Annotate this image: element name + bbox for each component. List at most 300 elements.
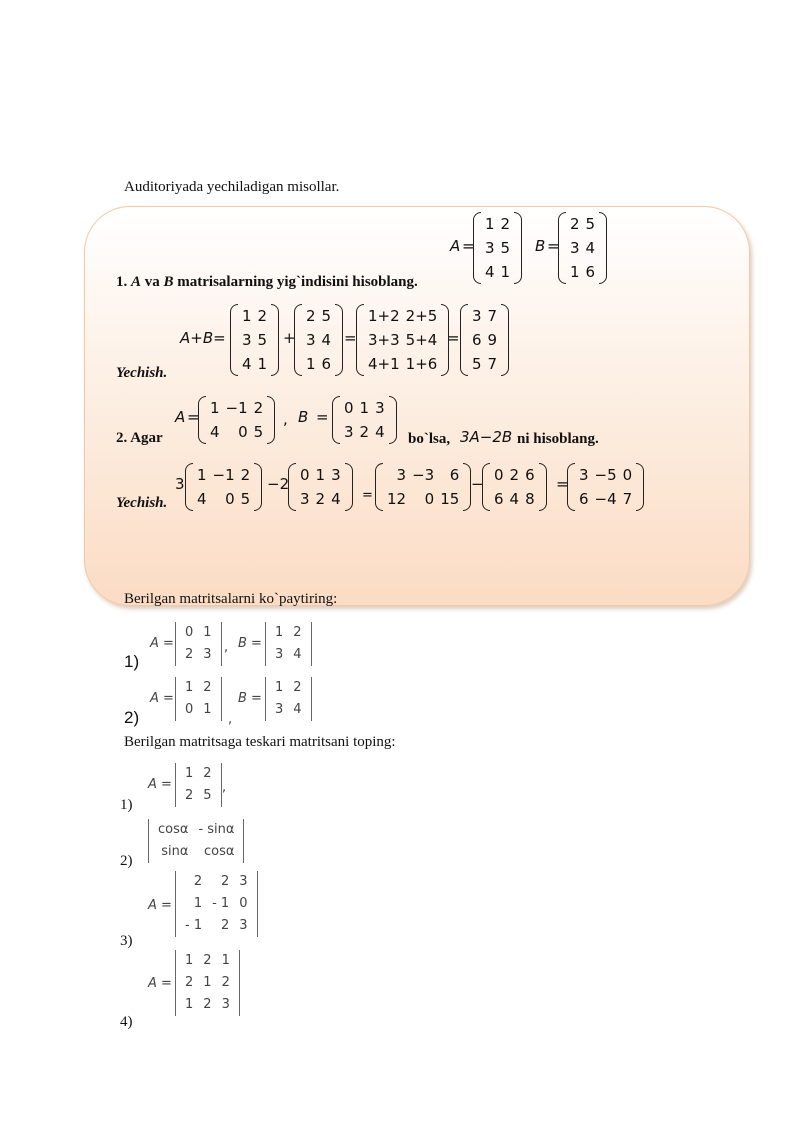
- problem-text: matrisalarning yig`indisini hisoblang.: [177, 274, 418, 290]
- problem2-matrix-A: [198, 396, 275, 444]
- matrix-cell: 3: [275, 702, 284, 717]
- matrix-A-name: A: [131, 274, 142, 290]
- matrix-cell: 2: [203, 997, 212, 1012]
- matrix-cell: 1: [203, 702, 212, 717]
- matrix-cell: 1: [485, 215, 495, 233]
- matrix-cell: 5: [321, 307, 332, 325]
- coef-3: 3: [175, 475, 185, 493]
- worked-examples-box: [84, 206, 750, 606]
- solution2-scaled-B: [482, 463, 547, 511]
- matrix-row: [469, 328, 500, 352]
- matrix-grid: [180, 622, 217, 666]
- matrix-cell: 0: [300, 466, 310, 484]
- matrix-cell: 0: [225, 490, 235, 508]
- matrix-row: [180, 972, 235, 994]
- matrix-cell: 1: [197, 466, 207, 484]
- matrix-parenthesis: [501, 304, 509, 376]
- multiply-item-1-number: 1): [124, 652, 140, 671]
- matrix-cell: 3: [570, 239, 580, 257]
- solution1-sum-matrix: [356, 304, 449, 376]
- matrix-parenthesis: [356, 304, 364, 376]
- inverse-item-4-number: 4): [120, 1014, 133, 1030]
- matrix-cell: 0: [185, 702, 194, 717]
- matrix-parenthesis: [558, 212, 566, 284]
- matrix-cell: 6: [449, 466, 460, 484]
- matrix-cell: 3: [300, 490, 310, 508]
- matrix-cell: 5: [500, 239, 511, 257]
- matrix-row: [153, 819, 239, 841]
- equals-sign: =: [362, 488, 373, 503]
- matrix-cell: 1: [306, 355, 316, 373]
- B-label: B =: [238, 636, 262, 651]
- matrix-cell: 0: [185, 625, 194, 640]
- matrix-cell: −3: [412, 466, 435, 484]
- matrix-cell: 0: [622, 466, 633, 484]
- A-label: A =: [148, 976, 172, 991]
- given-matrix-A: [473, 212, 522, 284]
- matrix-cell: 3: [203, 647, 212, 662]
- matrix-row: [576, 463, 635, 487]
- matrix-grid: [365, 304, 440, 376]
- matrix-row: [180, 915, 253, 937]
- matrix-bar: [148, 819, 149, 863]
- matrix-parenthesis: [254, 463, 262, 511]
- matrix-cell: 2: [220, 874, 230, 889]
- matrix-grid: [270, 677, 307, 721]
- matrix-bar: [265, 622, 266, 666]
- matrix-cell: 2: [185, 647, 194, 662]
- inverse-2-matrix: [148, 819, 244, 863]
- solution2-matrix-A: [185, 463, 262, 511]
- matrix-cell: 5: [585, 215, 596, 233]
- matrix-row: [180, 622, 217, 644]
- matrix-cell: 4: [197, 490, 207, 508]
- matrix-cell: 3: [221, 997, 230, 1012]
- matrix-parenthesis: [636, 463, 644, 511]
- matrix-parenthesis: [267, 396, 275, 444]
- matrix-cell: 7: [487, 307, 498, 325]
- matrix-cell: 2: [359, 423, 370, 441]
- matrix-cell: 5+4: [405, 331, 438, 349]
- matrix-row: [239, 328, 270, 352]
- matrix-parenthesis: [539, 463, 547, 511]
- matrix-cell: 15: [440, 490, 460, 508]
- equals-sign: =: [344, 329, 357, 347]
- matrix-cell: - sinα: [198, 822, 235, 837]
- matrix-bar: [311, 622, 312, 666]
- matrix-bar: [311, 677, 312, 721]
- matrix-cell: 1: [359, 399, 370, 417]
- minus-sign: −: [471, 475, 484, 493]
- comma: ,: [224, 640, 229, 655]
- problem-number: 2.: [116, 430, 128, 446]
- matrix-parenthesis: [198, 396, 206, 444]
- matrix-grid: [469, 304, 500, 376]
- matrix-cell: −1: [225, 399, 248, 417]
- matrix-cell: 3+3: [368, 331, 400, 349]
- matrix-cell: 3: [306, 331, 316, 349]
- inverse-item-2-number: 2): [120, 853, 133, 869]
- matrix-grid: [303, 304, 334, 376]
- matrix-cell: 1+2: [368, 307, 400, 325]
- matrix-row: [270, 622, 307, 644]
- matrix-row: [270, 699, 307, 721]
- plus-sign: +: [283, 329, 296, 347]
- given-A-label: A: [450, 237, 461, 255]
- matrix-row: [567, 260, 598, 284]
- problem-1-statement: [116, 274, 418, 291]
- solution1-matrix-B: [294, 304, 343, 376]
- equals-sign: =: [447, 329, 460, 347]
- matrix-cell: 6: [585, 263, 596, 281]
- matrix-row: [303, 352, 334, 376]
- matrix-cell: 3: [396, 466, 407, 484]
- matrix-bar: [265, 677, 266, 721]
- multiply-heading: Berilgan matritsalarni ko`paytiring:: [124, 591, 338, 607]
- matrix-cell: −1: [212, 466, 235, 484]
- inverse-3-matrix: [175, 871, 258, 937]
- given-B-label: B: [298, 408, 309, 426]
- equals-sign: =: [462, 237, 475, 255]
- matrix-row: [180, 699, 217, 721]
- matrix-row: [153, 841, 239, 863]
- matrix-bar: [175, 871, 176, 937]
- matrix-grid: [384, 463, 462, 511]
- matrix-cell: 4: [321, 331, 332, 349]
- matrix-grid: [180, 950, 235, 1016]
- matrix-cell: 4: [293, 647, 302, 662]
- matrix-cell: 3: [239, 918, 248, 933]
- matrix-row: [180, 677, 217, 699]
- matrix-cell: sinα: [161, 844, 189, 859]
- matrix-cell: 2: [570, 215, 580, 233]
- matrix-cell: 5: [472, 355, 482, 373]
- matrix-grid: [270, 622, 307, 666]
- inverse-item-1-number: 1): [120, 797, 133, 813]
- matrix-cell: 1: [221, 953, 230, 968]
- matrix-cell: 4: [585, 239, 596, 257]
- matrix-cell: 6: [472, 331, 482, 349]
- solution-2-label: Yechish.: [116, 495, 168, 511]
- matrix-cell: 1: [275, 625, 284, 640]
- matrix-cell: 1+6: [405, 355, 438, 373]
- matrix-parenthesis: [567, 463, 575, 511]
- minus-coef-2: −2: [267, 475, 290, 493]
- matrix-parenthesis: [335, 304, 343, 376]
- matrix-cell: 1: [570, 263, 580, 281]
- comma: ,: [222, 780, 227, 795]
- matrix-row: [341, 396, 388, 420]
- matrix-cell: 6: [579, 490, 589, 508]
- matrix-cell: - 1: [212, 896, 230, 911]
- A-label: A =: [150, 691, 174, 706]
- matrix-row: [180, 763, 217, 785]
- matrix-cell: cosα: [204, 844, 235, 859]
- matrix-cell: 1: [185, 953, 194, 968]
- matrix-row: [180, 893, 253, 915]
- matrix-cell: 7: [622, 490, 633, 508]
- matrix-cell: 6: [321, 355, 332, 373]
- matrix-grid: [239, 304, 270, 376]
- matrix-bar: [257, 871, 258, 937]
- comma: ,: [228, 712, 233, 727]
- matrix-grid: [194, 463, 253, 511]
- solution2-result-matrix: [567, 463, 644, 511]
- matrix-parenthesis: [332, 396, 340, 444]
- matrix-row: [239, 352, 270, 376]
- inverse-4-matrix: [175, 950, 240, 1016]
- matrix-parenthesis: [271, 304, 279, 376]
- matrix-cell: 4: [509, 490, 520, 508]
- matrix-grid: [180, 677, 217, 721]
- matrix-parenthesis: [294, 304, 302, 376]
- matrix-bar: [175, 677, 176, 721]
- matrix-cell: 4: [293, 702, 302, 717]
- matrix-grid: [341, 396, 388, 444]
- matrix-cell: 0: [238, 423, 248, 441]
- matrix-parenthesis: [345, 463, 353, 511]
- matrix-cell: 4: [485, 263, 495, 281]
- multiply-item-2-number: 2): [124, 708, 140, 727]
- matrix-row: [384, 487, 462, 511]
- matrix-row: [303, 328, 334, 352]
- given-matrix-B: [558, 212, 607, 284]
- matrix-cell: 0: [424, 490, 435, 508]
- solution-1-label: Yechish.: [116, 365, 168, 381]
- matrix-cell: 4: [375, 423, 385, 441]
- matrix-cell: 1: [203, 975, 212, 990]
- matrix-parenthesis: [473, 212, 481, 284]
- agar-word: Agar: [130, 430, 163, 446]
- matrix-row: [365, 352, 440, 376]
- multiply-1-matrix-A: [175, 622, 222, 666]
- solution2-scaled-A: [375, 463, 471, 511]
- matrix-row: [180, 644, 217, 666]
- problem2-matrix-B: [332, 396, 397, 444]
- matrix-bar: [221, 677, 222, 721]
- matrix-row: [180, 994, 235, 1016]
- matrix-grid: [491, 463, 538, 511]
- multiply-1-matrix-B: [265, 622, 312, 666]
- matrix-B-name: B: [163, 274, 174, 290]
- matrix-cell: 5: [257, 331, 268, 349]
- sum-lhs: A+B=: [180, 329, 226, 347]
- matrix-row: [365, 304, 440, 328]
- matrix-cell: 9: [487, 331, 498, 349]
- matrix-row: [469, 304, 500, 328]
- matrix-cell: 1: [210, 399, 220, 417]
- matrix-cell: 5: [253, 423, 264, 441]
- matrix-row: [180, 950, 235, 972]
- equals-sign: =: [547, 237, 560, 255]
- matrix-cell: 12: [387, 490, 407, 508]
- matrix-bar: [175, 950, 176, 1016]
- matrix-cell: 4: [331, 490, 341, 508]
- matrix-row: [297, 463, 344, 487]
- multiply-2-matrix-A: [175, 677, 222, 721]
- matrix-cell: 2: [203, 953, 212, 968]
- matrix-parenthesis: [389, 396, 397, 444]
- matrix-cell: 1: [193, 896, 203, 911]
- matrix-cell: 2+5: [405, 307, 438, 325]
- equals-sign: =: [316, 408, 329, 426]
- matrix-parenthesis: [375, 463, 383, 511]
- matrix-cell: 4: [242, 355, 252, 373]
- matrix-cell: 2: [293, 625, 302, 640]
- B-label: B =: [238, 691, 262, 706]
- matrix-cell: 3: [472, 307, 482, 325]
- matrix-cell: 2: [315, 490, 326, 508]
- matrix-bar: [175, 763, 176, 807]
- matrix-cell: 4: [210, 423, 220, 441]
- matrix-grid: [567, 212, 598, 284]
- matrix-row: [207, 420, 266, 444]
- matrix-cell: 8: [525, 490, 535, 508]
- problem-2-start: [116, 430, 163, 447]
- matrix-cell: 4+1: [368, 355, 400, 373]
- matrix-row: [491, 487, 538, 511]
- matrix-row: [270, 677, 307, 699]
- matrix-cell: 3: [344, 423, 354, 441]
- solution2-matrix-B: [288, 463, 353, 511]
- matrix-cell: 1: [257, 355, 268, 373]
- matrix-cell: 3: [275, 647, 284, 662]
- matrix-cell: 2: [185, 788, 194, 803]
- matrix-parenthesis: [599, 212, 607, 284]
- matrix-grid: [207, 396, 266, 444]
- matrix-cell: - 1: [185, 918, 203, 933]
- equals-sign: =: [187, 408, 200, 426]
- matrix-cell: 0: [494, 466, 504, 484]
- matrix-cell: 1: [185, 997, 194, 1012]
- matrix-row: [194, 487, 253, 511]
- matrix-cell: 3: [485, 239, 495, 257]
- A-label: A =: [150, 636, 174, 651]
- matrix-cell: 3: [375, 399, 385, 417]
- multiply-2-matrix-B: [265, 677, 312, 721]
- inverse-heading: Berilgan matritsaga teskari matritsani toping:: [124, 734, 396, 750]
- matrix-row: [469, 352, 500, 376]
- matrix-row: [303, 304, 334, 328]
- matrix-cell: 2: [203, 766, 212, 781]
- matrix-bar: [243, 819, 244, 863]
- matrix-cell: cosα: [158, 822, 189, 837]
- matrix-cell: 3: [579, 466, 589, 484]
- matrix-cell: 5: [240, 490, 251, 508]
- matrix-cell: 2: [203, 680, 212, 695]
- matrix-grid: [297, 463, 344, 511]
- matrix-cell: 6: [494, 490, 504, 508]
- matrix-cell: 2: [500, 215, 511, 233]
- matrix-cell: 2: [193, 874, 203, 889]
- A-label: A =: [148, 898, 172, 913]
- matrix-cell: 7: [487, 355, 498, 373]
- matrix-cell: 3: [242, 331, 252, 349]
- matrix-grid: [180, 763, 217, 807]
- matrix-row: [270, 644, 307, 666]
- matrix-row: [239, 304, 270, 328]
- matrix-row: [576, 487, 635, 511]
- matrix-cell: 2: [306, 307, 316, 325]
- matrix-row: [482, 260, 513, 284]
- matrix-row: [384, 463, 462, 487]
- matrix-bar: [221, 622, 222, 666]
- matrix-parenthesis: [230, 304, 238, 376]
- matrix-row: [180, 785, 217, 807]
- matrix-row: [341, 420, 388, 444]
- equals-sign: =: [556, 475, 569, 493]
- matrix-cell: 6: [525, 466, 535, 484]
- matrix-cell: 2: [509, 466, 520, 484]
- matrix-cell: 1: [185, 766, 194, 781]
- matrix-cell: 2: [257, 307, 268, 325]
- matrix-cell: 1: [500, 263, 511, 281]
- expression-3A-2B: 3A−2B: [460, 428, 513, 446]
- matrix-bar: [239, 950, 240, 1016]
- matrix-cell: 0: [344, 399, 354, 417]
- matrix-parenthesis: [514, 212, 522, 284]
- matrix-cell: 1: [242, 307, 252, 325]
- matrix-cell: 2: [253, 399, 264, 417]
- matrix-cell: 2: [240, 466, 251, 484]
- matrix-row: [491, 463, 538, 487]
- matrix-cell: 3: [331, 466, 341, 484]
- matrix-row: [482, 236, 513, 260]
- matrix-cell: 1: [275, 680, 284, 695]
- matrix-cell: −5: [594, 466, 617, 484]
- matrix-cell: 2: [221, 975, 230, 990]
- matrix-row: [297, 487, 344, 511]
- matrix-cell: 0: [239, 896, 248, 911]
- given-B-label: B: [535, 237, 546, 255]
- matrix-grid: [153, 819, 239, 863]
- matrix-parenthesis: [288, 463, 296, 511]
- matrix-cell: 2: [293, 680, 302, 695]
- matrix-cell: −4: [594, 490, 617, 508]
- matrix-grid: [482, 212, 513, 284]
- matrix-cell: 3: [239, 874, 248, 889]
- matrix-parenthesis: [185, 463, 193, 511]
- connector-word: va: [144, 274, 160, 290]
- matrix-row: [567, 236, 598, 260]
- inverse-1-matrix: [175, 763, 222, 807]
- comma: ,: [283, 410, 288, 428]
- matrix-grid: [180, 871, 253, 937]
- matrix-row: [194, 463, 253, 487]
- matrix-cell: 1: [315, 466, 326, 484]
- matrix-cell: 2: [220, 918, 230, 933]
- inverse-item-3-number: 3): [120, 933, 133, 949]
- matrix-row: [207, 396, 266, 420]
- A-label: A =: [148, 777, 172, 792]
- problem-number: 1.: [116, 274, 128, 290]
- matrix-parenthesis: [482, 463, 490, 511]
- problem-2-tail: ni hisoblang.: [517, 431, 599, 447]
- matrix-row: [365, 328, 440, 352]
- matrix-parenthesis: [460, 304, 468, 376]
- matrix-grid: [576, 463, 635, 511]
- matrix-row: [482, 212, 513, 236]
- matrix-cell: 2: [185, 975, 194, 990]
- matrix-row: [180, 871, 253, 893]
- matrix-bar: [175, 622, 176, 666]
- bolsa-word: bo`lsa,: [408, 431, 451, 447]
- matrix-cell: 1: [185, 680, 194, 695]
- given-A-label: A: [175, 408, 186, 426]
- solution1-matrix-A: [230, 304, 279, 376]
- matrix-cell: 5: [203, 788, 212, 803]
- solution1-result-matrix: [460, 304, 509, 376]
